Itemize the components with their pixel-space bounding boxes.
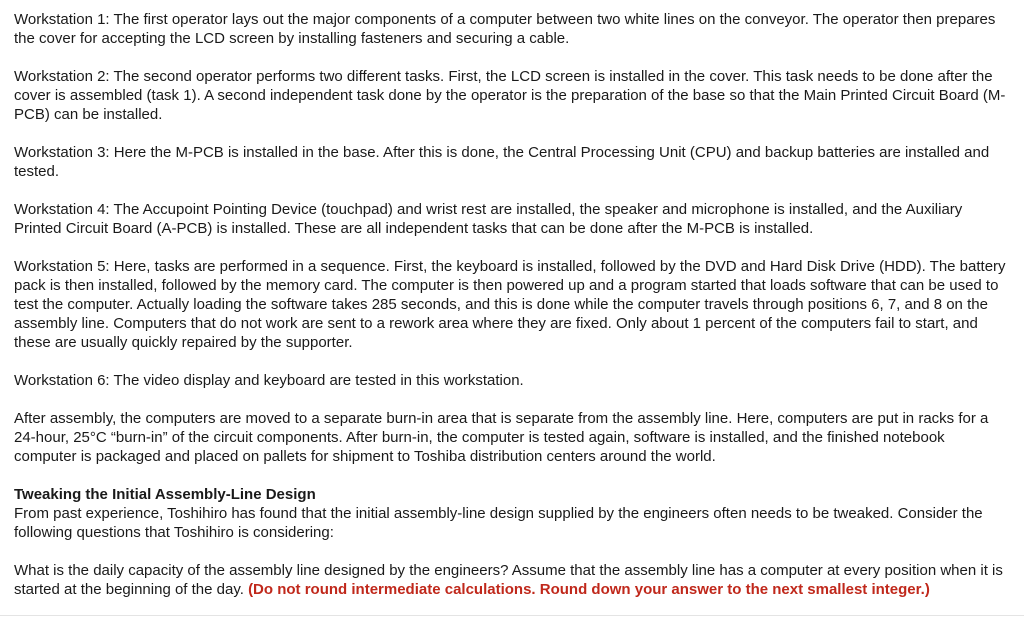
document-body <box>14 10 1010 599</box>
section-body: From past experience, Toshihiro has found that the initial assembly-line design supplied by the engineers often needs to be tweaked. Consider the following questions that Toshihiro is considering: <box>14 505 983 541</box>
paragraph-workstation-3: Workstation 3: Here the M-PCB is installed in the base. After this is done, the Central Processing Unit (CPU) and backup batteries are installed and tested. <box>14 144 990 180</box>
paragraph-workstation-6: Workstation 6: The video display and keyboard are tested in this workstation. <box>14 372 524 389</box>
paragraph-burn-in: After assembly, the computers are moved to a separate burn-in area that is separate from the assembly line. Here, computers are put in racks for a 24-hour, 25°C “burn-in” of the circuit components. After burn-in, the computer is tested again, software is installed, and the finished notebook computer is packaged and placed on pallets for shipment to Toshiba distribution centers around the world. <box>14 410 989 465</box>
paragraph-workstation-1: Workstation 1: The first operator lays out the major components of a computer between two white lines on the conveyor. The operator then prepares the cover for accepting the LCD screen by installing fasteners and securing a cable. <box>14 11 996 47</box>
question-instruction: (Do not round intermediate calculations. Round down your answer to the next smallest integer.) <box>248 581 930 598</box>
question-paragraph <box>14 561 1010 599</box>
paragraph-workstation-4: Workstation 4: The Accupoint Pointing Device (touchpad) and wrist rest are installed, the speaker and microphone is installed, and the Auxiliary Printed Circuit Board (A-PCB) is installed. These are all independent tasks that can be done after the M-PCB is installed. <box>14 201 963 237</box>
question-block <box>14 561 1010 599</box>
section-tweaking <box>14 485 1010 542</box>
paragraph-workstation-2: Workstation 2: The second operator performs two different tasks. First, the LCD screen is installed in the cover. This task needs to be done after the cover is assembled (task 1). A second independent task done by the operator is the preparation of the base so that the Main Printed Circuit Board (M-PCB) can be installed. <box>14 68 1006 123</box>
section-heading: Tweaking the Initial Assembly-Line Design <box>14 486 316 503</box>
question-text: What is the daily capacity of the assembly line designed by the engineers? Assume that the assembly line has a computer at every position when it is started at the beginning of the day. <box>14 562 1003 598</box>
paragraph-workstation-5: Workstation 5: Here, tasks are performed in a sequence. First, the keyboard is installed, followed by the DVD and Hard Disk Drive (HDD). The battery pack is then installed, followed by the memory card. The computer is then powered up and a program started that loads software that can be used to test the computer. Actually loading the software takes 285 seconds, and this is done while the computer travels through positions 6, 7, and 8 on the assembly line. Computers that do not work are sent to a rework area where they are fixed. Only about 1 percent of the computers fail to start, and these are usually quickly repaired by the supporter. <box>14 258 1006 351</box>
